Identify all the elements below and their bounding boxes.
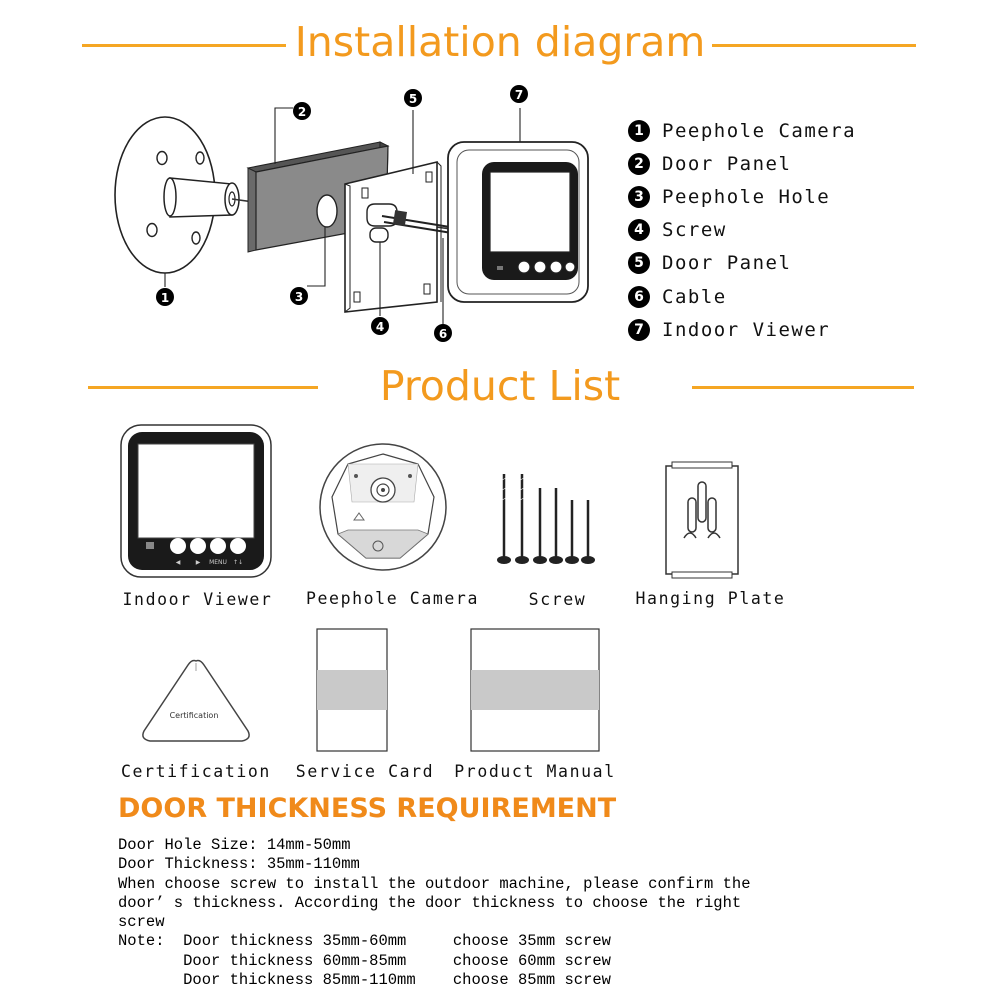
svg-text:▶: ▶: [195, 559, 201, 566]
legend-label: Peephole Camera: [662, 119, 857, 142]
installation-diagram: [0, 80, 620, 350]
legend-label: Peephole Hole: [662, 185, 831, 208]
svg-text:6: 6: [438, 327, 448, 341]
legend-label: Cable: [662, 285, 727, 308]
numbered-circle-icon: 1: [628, 120, 650, 142]
legend-item: [628, 114, 988, 147]
indoor-viewer-drawing: [448, 142, 588, 302]
requirement-line: Door thickness 60mm-85mm choose 60mm screw: [118, 951, 611, 970]
product-caption-service-card: Service Card: [295, 762, 435, 781]
callout-4: [371, 317, 389, 335]
numbered-circle-icon: 6: [628, 286, 650, 308]
numbered-circle-icon: 4: [628, 219, 650, 241]
callout-1: [156, 288, 174, 306]
svg-text:↑↓: ↑↓: [232, 559, 244, 566]
hanging-plate-drawing: [345, 162, 441, 312]
product-caption-hanging-plate: Hanging Plate: [635, 589, 786, 608]
legend-item: [628, 280, 988, 313]
svg-text:5: 5: [408, 92, 418, 106]
svg-text:3: 3: [294, 290, 304, 304]
legend-item: [628, 180, 988, 213]
installation-title: Installation diagram: [294, 18, 706, 66]
indoor-viewer-image: [120, 424, 272, 579]
numbered-circle-icon: 7: [628, 319, 650, 341]
svg-text:2: 2: [297, 105, 307, 119]
product-caption-screw: Screw: [528, 590, 587, 609]
product-caption-peephole-camera: Peephole Camera: [305, 589, 479, 608]
callout-2: [293, 102, 311, 120]
numbered-circle-icon: 3: [628, 186, 650, 208]
callout-3: [290, 287, 308, 305]
requirement-line: door’ s thickness. According the door thickness to choose the right: [118, 893, 742, 912]
legend-item: [628, 247, 988, 280]
svg-text:MENU: MENU: [209, 559, 227, 566]
peephole-camera-drawing: [115, 117, 239, 273]
legend-label: Screw: [662, 219, 727, 242]
product-manual-image: [470, 628, 600, 752]
door-requirements-text: [118, 836, 751, 990]
product-caption-product-manual: Product Manual: [454, 762, 616, 781]
svg-text:1: 1: [160, 291, 170, 305]
legend-label: Door Panel: [662, 152, 792, 175]
product-caption-certification: Certification: [121, 762, 271, 781]
certification-image: [136, 655, 256, 745]
legend-item: [628, 147, 988, 180]
legend-label: Door Panel: [662, 252, 792, 275]
peephole-camera-image: [318, 442, 448, 572]
svg-text:Certification: Certification: [169, 711, 219, 720]
requirement-line: screw: [118, 913, 165, 932]
legend-label: Indoor Viewer: [662, 318, 831, 341]
product-list-title: Product List: [379, 362, 621, 410]
svg-text:4: 4: [375, 320, 385, 334]
numbered-circle-icon: 2: [628, 153, 650, 175]
service-card-image: [316, 628, 388, 752]
callout-6: [434, 324, 452, 342]
requirement-line: When choose screw to install the outdoor machine, please confirm the: [118, 874, 751, 893]
parts-legend: [628, 114, 988, 346]
hanging-plate-image: [664, 460, 744, 580]
requirement-line: Door thickness 85mm-110mm choose 85mm screw: [118, 971, 611, 990]
svg-text:◀: ◀: [175, 559, 181, 566]
product-caption-indoor-viewer: Indoor Viewer: [122, 590, 273, 609]
callout-5: [404, 89, 422, 107]
legend-item: [628, 313, 988, 346]
svg-text:7: 7: [514, 88, 524, 102]
screws-image: [492, 470, 602, 570]
requirement-line: Door Thickness: 35mm-110mm: [118, 855, 360, 874]
numbered-circle-icon: 5: [628, 252, 650, 274]
requirement-line: Note: Door thickness 35mm-60mm choose 35mm screw: [118, 932, 611, 951]
door-thickness-title: DOOR THICKNESS REQUIREMENT: [118, 793, 617, 824]
callout-7: [510, 85, 528, 103]
requirement-line: Door Hole Size: 14mm-50mm: [118, 836, 351, 854]
legend-item: [628, 214, 988, 247]
